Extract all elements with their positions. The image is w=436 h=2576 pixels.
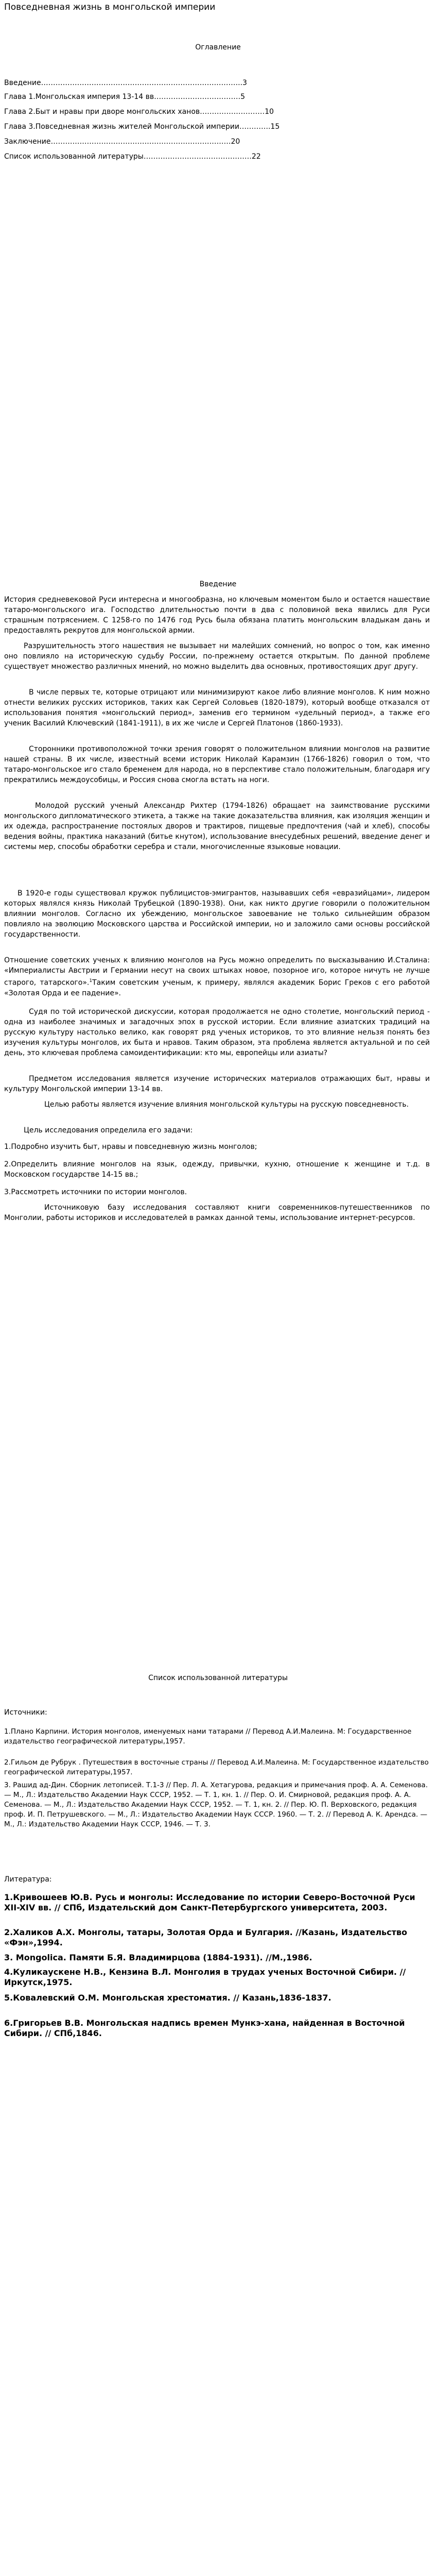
- footnote-ref: 1: [89, 978, 93, 984]
- task-item: 3.Рассмотреть источники по истории монголов.: [4, 1188, 187, 1196]
- intro-paragraph: Разрушительность этого нашествия не вызывает ни малейших сомнений, но вопрос о том, как именно оно повлияло на историческую судьбу России, по-прежнему остается открытым. По данной проблеме существует множество различных мнений, но можно выделить два основных, противостоящих друг другу.: [4, 642, 430, 671]
- stalin-quote: Отношение советских ученых к влиянию монголов на Русь можно определить по высказыванию И.Сталина: «Империалисты Австрии и Германии несут на своих штыках новое, позорное иго, которое ничуть не лучше старого, татарского».: [4, 956, 430, 987]
- toc-heading: Оглавление: [195, 43, 241, 52]
- intro-paragraph: Источниковую базу исследования составляют книги современников-путешественников по Монголии, работы историков и исследователей в рамках данной темы, использование интернет-ресурсов.: [4, 1204, 430, 1222]
- literature-item: 3. Mongolica. Памяти Б.Я. Владимирцова (1884-1931). //М.,1986.: [4, 1953, 312, 1962]
- sources-label: Источники:: [4, 1708, 47, 1717]
- literature-item: 1.Кривошеев Ю.В. Русь и монголы: Исследование по истории Северо-Восточной Руси XII-XIV вв. // СПб, Издательский дом Санкт-Петербургского университета, 2003.: [4, 1892, 415, 1912]
- intro-paragraph: Сторонники противоположной точки зрения говорят о положительном влиянии монголов на развитие нашей страны. В их числе, известный всеми историк Николай Карамзин (1766-1826) говорил о том, что татаро-монгольское иго стало бременем для народа, но в перспективе стало положительным, благодаря игу прекратились междоусобицы, и Россия снова смогла встать на ноги.: [4, 745, 430, 784]
- literature-item: 6.Григорьев В.В. Монгольская надпись времен Мункэ-хана, найденная в Восточной Сибири. // СПб,1846.: [4, 2018, 405, 2038]
- literature-label: Литература:: [4, 1875, 52, 1884]
- intro-paragraph: Предметом исследования является изучение исторических материалов отражающих быт, нравы и культуру Монгольской империи 13-14 вв.: [4, 1075, 430, 1093]
- intro-paragraph: Целью работы является изучение влияния монгольской культуры на русскую повседневность.: [44, 1100, 409, 1109]
- intro-paragraph: История средневековой Руси интересна и многообразна, но ключевым моментом было и остается нашествие татаро-монгольского ига. Господство длительностью почти в два с половиной века явились для Руси страшным потрясением. С 1258-го по 1476 год Русь была обязана платить монгольским владыкам дань и предоставлять рекрутов для монгольской армии.: [4, 596, 430, 635]
- source-item: 2.Гильом де Рубрук . Путешествия в восточные страны // Перевод А.И.Малеина. М: Государственное издательство географической литературы,1957.: [4, 1758, 429, 1776]
- toc-item: Глава 3.Повседневная жизнь жителей Монгольской империи………….15: [4, 123, 280, 131]
- intro-paragraph: Цель исследования определила его задачи:: [24, 1126, 193, 1134]
- intro-paragraph: Судя по той исторической дискуссии, которая продолжается не одно столетие, монгольский период - одна из наиболее значимых и загадочных эпох в русской истории. Если влияние азиатских традиций на русскую культуру настолько велико, как говорят ряд ученых историков, то это влияние нельзя понять без изучения культуры монголов, их быта и нравов. Таким образом, эта проблема является актуальной и по сей день, это ключевая проблема самоидентификации: кто мы, европейцы или азиаты?: [4, 1008, 430, 1057]
- source-item: 1.Плано Карпини. История монголов, именуемых нами татарами // Перевод А.И.Малеина. М: Государственное издательство географической литературы,1957.: [4, 1727, 412, 1745]
- toc-item: Список использованной литературы………………………………………22: [4, 152, 261, 161]
- intro-paragraph: В 1920-е годы существовал кружок публицистов-эмигрантов, называвших себя «евразийцами», лидером которых являлся князь Николай Трубецкой (1890-1938). Они, как никто другие говорили о положительном влиянии монголов. Согласно их убеждению, монгольское завоевание не только сильнейшим образом повлияло на эволюцию Московского царства и Российской империи, но и заложило сами основы российской государственности.: [4, 889, 430, 939]
- toc-item: Глава 2.Быт и нравы при дворе монгольских ханов………………………10: [4, 108, 274, 116]
- document-title: Повседневная жизнь в монгольской империи: [4, 2, 216, 12]
- task-item: 2.Определить влияние монголов на язык, одежду, привычки, кухню, отношение к женщине и т.д. в Московском государстве 14-15 вв.;: [4, 1160, 430, 1179]
- source-item: 3. Рашид ад-Дин. Сборник летописей. Т.1-3 // Пер. Л. А. Хетагурова, редакция и примечания проф. А. А. Семенова. — М., Л.: Издательство Академии Наук СССР, 1952. — Т. 1, кн. 1. // Пер. О. И. Смирновой, редакция проф. А. А. Семенова. — М., Л.: Издательство Академии Наук СССР, 1952. — Т. 1, кн. 2. // Пер. Ю. П. Верховского, редакция проф. И. П. Петрушевского. — М., Л.: Издательство Академии Наук СССР. 1960. — Т. 2. // Перевод А. К. Арендса. — М., Л.: Издательство Академии Наук СССР, 1946. — Т. 3.: [4, 1781, 428, 1828]
- literature-item: 4.Куликаускене Н.В., Кензина В.Л. Монголия в трудах ученых Восточной Сибири. // Иркутск,1975.: [4, 1967, 406, 1987]
- task-item: 1.Подробно изучить быт, нравы и повседневную жизнь монголов;: [4, 1143, 257, 1151]
- intro-paragraph: В числе первых те, которые отрицают или минимизируют какое либо влияние монголов. К ним можно отнести великих русских историков, таких как Сергей Соловьев (1820-1879), который вообще отказался от использования понятия «монгольский период», заменив его термином «удельный период», а также его ученик Василий Ключевский (1841-1911), в их же числе и Сергей Платонов (1860-1933).: [4, 688, 430, 727]
- literature-item: 5.Ковалевский О.М. Монгольская хрестоматия. // Казань,1836-1837.: [4, 1993, 332, 2003]
- bibliography-heading: Список использованной литературы: [148, 1674, 288, 1682]
- intro-paragraph: Молодой русский ученый Александр Рихтер (1794-1826) обращает на заимствование русскими монгольского дипломатического этикета, а также на такие доказательства влияния, как изоляция женщин и их одежда, распространение постоялых дворов и трактиров, пищевые предпочтения (чай и хлеб), способы ведения войны, практика наказаний (битье кнутом), использование внесудебных решений, введение денег и системы мер, способы обработки серебра и стали, многочисленные языковые новации.: [4, 802, 430, 851]
- toc-item: Введение……………………………………………………………….………..3: [4, 79, 247, 87]
- toc-item: Глава 1.Монгольская империя 13-14 вв………………………………5: [4, 93, 246, 101]
- intro-heading: Введение: [199, 580, 237, 588]
- toc-item: Заключение…………………………………………………………………20: [4, 138, 240, 146]
- grekov-sentence: Таким советским ученым, к примеру, являлся академик Борис Греков с его работой «Золотая Орда и ее падение».: [4, 978, 430, 997]
- literature-item: 2.Халиков А.Х. Монголы, татары, Золотая Орда и Булгария. //Казань, Издательство «Фэн»,1994.: [4, 1927, 408, 1947]
- intro-paragraph: [4, 955, 430, 998]
